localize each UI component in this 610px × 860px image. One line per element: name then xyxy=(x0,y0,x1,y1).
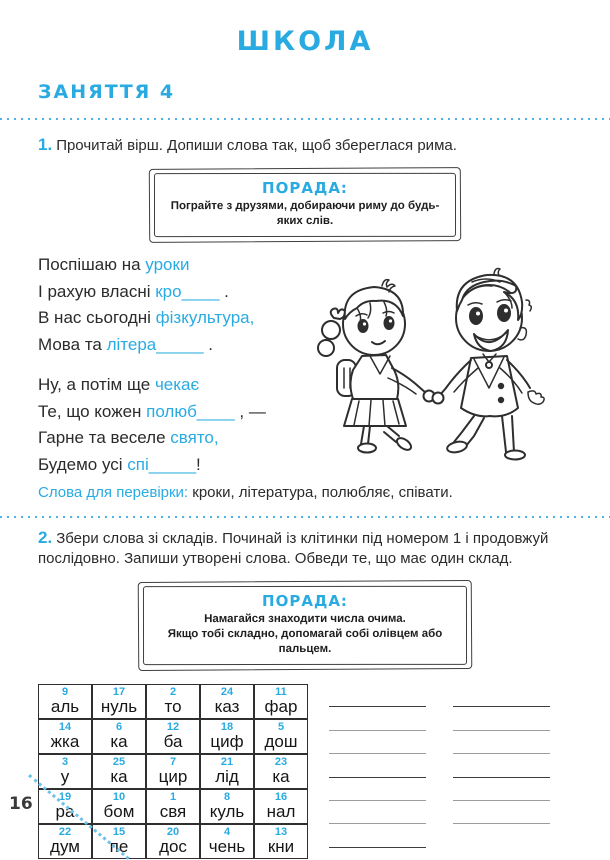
cell-syllable: нал xyxy=(266,802,296,821)
answer-line xyxy=(453,754,550,777)
highlighted-word: кро____ xyxy=(155,281,220,301)
syllable-cell xyxy=(38,754,92,789)
boy-hand xyxy=(433,393,444,404)
check-words-text: кроки, література, полюбляє, співати. xyxy=(192,484,453,501)
table-row xyxy=(38,824,308,859)
cell-number: 6 xyxy=(115,721,123,733)
exercise-2-number: 2. xyxy=(38,528,53,547)
page-title: ШКОЛА xyxy=(236,26,374,57)
syllable-cell xyxy=(92,754,146,789)
cell-number: 21 xyxy=(220,756,234,768)
answer-line xyxy=(329,731,426,754)
section-divider-middle xyxy=(0,516,610,518)
cell-syllable: циф xyxy=(210,732,244,751)
poem-section xyxy=(38,252,610,478)
answer-lines-left xyxy=(329,684,426,848)
section-divider-top xyxy=(0,118,610,120)
boy-button-2 xyxy=(499,398,503,402)
cell-syllable: то xyxy=(164,697,182,716)
syllable-cell xyxy=(146,824,200,859)
highlighted-word: фізкультура, xyxy=(155,308,255,327)
syllable-cell xyxy=(38,719,92,754)
plain-text: . xyxy=(219,281,229,301)
plain-text: Ну, а потім ще xyxy=(38,375,155,394)
syllable-cell xyxy=(200,684,254,719)
answer-line xyxy=(453,707,550,730)
cell-syllable: каз xyxy=(214,697,240,716)
syllable-cell xyxy=(92,824,146,859)
boy-hair-curl xyxy=(526,300,531,311)
cell-syllable: ка xyxy=(110,767,128,786)
lesson-title: ЗАНЯТТЯ 4 xyxy=(38,81,176,103)
girl-blouse xyxy=(351,355,399,399)
cell-number: 13 xyxy=(274,826,288,838)
syllable-cell xyxy=(254,754,308,789)
syllable-cell xyxy=(92,684,146,719)
syllable-cell xyxy=(200,824,254,859)
exercise-1-instruction xyxy=(38,135,588,156)
cell-syllable: ка xyxy=(272,767,290,786)
cell-syllable: куль xyxy=(209,802,245,821)
girl-front-shoe xyxy=(358,444,376,453)
table-row xyxy=(38,754,308,789)
cell-number: 14 xyxy=(58,721,72,733)
cell-syllable: свя xyxy=(159,802,187,821)
cell-syllable: аль xyxy=(50,697,80,716)
girl-pigtail-top xyxy=(322,321,340,339)
cell-syllable: фар xyxy=(264,697,298,716)
exercise-2 xyxy=(0,528,610,859)
workbook-page xyxy=(0,26,610,856)
cell-syllable: кни xyxy=(267,837,295,856)
cell-syllable: дум xyxy=(50,837,80,856)
page-number: 16 xyxy=(9,794,33,814)
girl-left-eye xyxy=(359,320,368,332)
highlighted-word: чекає xyxy=(154,375,200,394)
syllable-cell xyxy=(146,754,200,789)
answer-line xyxy=(329,754,426,777)
boy-open-hand xyxy=(528,391,544,404)
check-words-label: Слова для перевірки: xyxy=(38,484,189,501)
plain-text: . xyxy=(203,334,213,354)
cell-number: 22 xyxy=(58,826,72,838)
answer-line xyxy=(329,801,426,824)
syllable-cell xyxy=(38,684,92,719)
cell-number: 4 xyxy=(223,826,231,838)
boy-left-eye xyxy=(470,308,482,324)
cell-number: 10 xyxy=(112,791,126,803)
cell-number: 11 xyxy=(275,686,287,698)
exercise-2-instruction-text: Збери слова зі складів. Починай із клітинки під номером 1 і продовжуй послідовно. Запиши утворені слова. Обведи те, що має один склад. xyxy=(38,530,549,567)
syllable-cell xyxy=(200,789,254,824)
cell-syllable: цир xyxy=(158,767,188,786)
cell-number: 7 xyxy=(169,756,177,768)
children-walking-illustration xyxy=(304,256,562,460)
cell-syllable: пе xyxy=(109,837,129,856)
tip-2-title: ПОРАДА: xyxy=(262,591,348,611)
text-line: Пограйте з друзями, добираючи риму до будь-яких слів. xyxy=(170,199,440,228)
table-row xyxy=(38,719,308,754)
table-row xyxy=(38,684,308,719)
plain-text: Будемо усі xyxy=(38,454,128,474)
girl-back-shoe xyxy=(395,436,413,453)
tip-1-body xyxy=(163,199,447,229)
boy-back-leg xyxy=(502,416,514,452)
plain-text: Гарне та веселе xyxy=(38,428,171,447)
cell-syllable: лід xyxy=(215,767,239,786)
plain-text: Мова та xyxy=(38,334,107,354)
syllable-cell xyxy=(200,719,254,754)
tip-box-1 xyxy=(149,167,461,243)
boy-tie-knot xyxy=(486,362,492,368)
plain-text: В нас сьогодні xyxy=(38,308,156,327)
exercise-1-number: 1. xyxy=(38,135,53,154)
syllable-cell xyxy=(254,684,308,719)
tip-2-body xyxy=(152,612,458,657)
exercise-2-workarea xyxy=(38,684,610,859)
cell-syllable: у xyxy=(60,767,70,786)
cell-number: 20 xyxy=(166,826,180,838)
syllable-cell xyxy=(38,824,92,859)
cell-number: 1 xyxy=(169,791,177,803)
boy-button-1 xyxy=(499,384,503,388)
cell-syllable: жка xyxy=(50,732,80,751)
girl-front-leg xyxy=(361,426,370,444)
highlighted-word: спі_____ xyxy=(127,454,197,474)
cell-number: 16 xyxy=(274,791,288,803)
cell-syllable: нуль xyxy=(100,697,138,716)
tip-1-title: ПОРАДА: xyxy=(262,178,348,198)
syllable-cell xyxy=(254,824,308,859)
answer-line xyxy=(453,801,550,824)
syllable-table xyxy=(38,684,308,859)
cell-number: 19 xyxy=(58,791,72,803)
check-words-line xyxy=(38,484,588,501)
cell-number: 15 xyxy=(112,826,126,838)
highlighted-word: полюб____ xyxy=(146,401,235,421)
answer-line xyxy=(329,684,426,707)
exercise-1 xyxy=(0,135,610,501)
answer-line xyxy=(329,778,426,801)
cell-syllable: чень xyxy=(208,837,246,856)
text-line: Якщо тобі складно, допомагай собі олівцем або пальцем. xyxy=(167,627,443,656)
cell-number: 25 xyxy=(112,756,126,768)
text-line: Намагайся знаходити числа очима. xyxy=(204,612,406,626)
exercise-1-instruction-text: Прочитай вірш. Допиши слова так, щоб збереглася рима. xyxy=(56,137,457,154)
cell-number: 23 xyxy=(274,756,288,768)
tip-box-2-inner xyxy=(143,586,467,665)
cell-syllable: бом xyxy=(103,802,135,821)
syllable-cell xyxy=(146,719,200,754)
syllable-cell xyxy=(146,789,200,824)
highlighted-word: літера_____ xyxy=(106,334,204,354)
answer-line xyxy=(329,824,426,847)
syllable-cell xyxy=(254,789,308,824)
cell-number: 5 xyxy=(277,721,285,733)
answer-line xyxy=(329,707,426,730)
plain-text: Те, що кожен xyxy=(38,401,147,421)
boy-front-shoe xyxy=(446,440,468,454)
syllable-cell xyxy=(200,754,254,789)
plain-text: ! xyxy=(196,454,201,474)
cell-number: 24 xyxy=(220,686,234,698)
cell-syllable: ка xyxy=(110,732,128,751)
cell-number: 12 xyxy=(166,721,180,733)
girl-pigtail-bottom xyxy=(318,340,334,356)
cell-number: 8 xyxy=(223,791,231,803)
answer-lines-right xyxy=(453,684,550,824)
tip-box-1-inner xyxy=(154,173,456,237)
boy-right-eye xyxy=(498,305,510,321)
cell-number: 17 xyxy=(112,686,126,698)
boy-back-shoe xyxy=(505,451,525,460)
cell-number: 2 xyxy=(169,686,177,698)
plain-text: І рахую власні xyxy=(38,281,156,301)
answer-line xyxy=(453,684,550,707)
exercise-2-instruction xyxy=(38,528,588,569)
cell-syllable: дош xyxy=(264,732,298,751)
girl-right-eye xyxy=(385,317,394,329)
cell-number: 18 xyxy=(220,721,234,733)
syllable-cell xyxy=(92,789,146,824)
cell-syllable: ра xyxy=(55,802,75,821)
syllable-cell xyxy=(146,684,200,719)
cell-number: 3 xyxy=(61,756,69,768)
plain-text: Поспішаю на xyxy=(38,255,146,274)
cell-syllable: ба xyxy=(163,732,183,751)
syllable-cell xyxy=(254,719,308,754)
answer-line xyxy=(453,731,550,754)
cell-syllable: дос xyxy=(159,837,187,856)
answer-line xyxy=(453,778,550,801)
cell-number: 9 xyxy=(61,686,69,698)
tip-box-2 xyxy=(138,580,473,671)
highlighted-word: уроки xyxy=(145,255,190,274)
plain-text: , — xyxy=(234,401,266,421)
syllable-cell xyxy=(92,719,146,754)
highlighted-word: свято, xyxy=(170,428,219,447)
